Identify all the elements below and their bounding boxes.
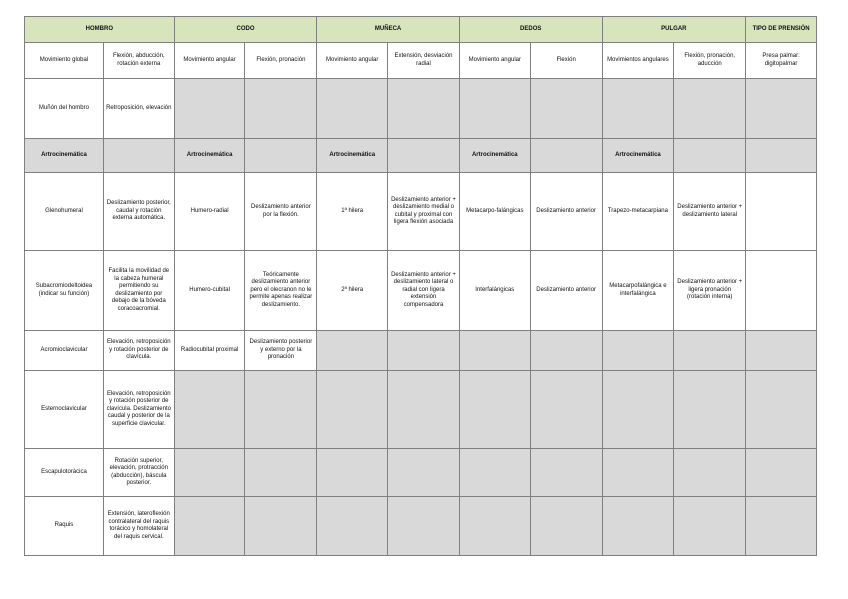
cell-pulgar-label: Movimientos angulares [602, 43, 674, 79]
table-row-esternoclavicular [25, 371, 817, 449]
empty-cell [530, 497, 602, 556]
cell-dedos-metacarpo-value: Deslizamiento anterior [530, 173, 602, 251]
cell-escapulo-label: Escapulotorácica [25, 449, 104, 497]
cell-hombro-label: Movimiento global [25, 43, 104, 79]
empty-cell [459, 497, 530, 556]
empty-cell [245, 139, 317, 173]
empty-cell [602, 449, 674, 497]
cell-codo-humero-cubital-value: Teóricamente deslizamiento anterior pero el olecranon no le permite apenas realizar deslizamiento. [245, 251, 317, 331]
cell-esterno-label: Esternoclavicular [25, 371, 104, 449]
empty-cell [530, 449, 602, 497]
empty-cell [174, 449, 245, 497]
empty-cell [459, 79, 530, 139]
cell-dedos-interfalangicas: Interfalángicas [459, 251, 530, 331]
cell-dedos-label: Movimiento angular [459, 43, 530, 79]
cell-munon-value: Retroposición, elevación [103, 79, 174, 139]
empty-cell [674, 497, 746, 556]
empty-cell [746, 251, 817, 331]
cell-subacro-label: Subacromiodeltoidea (indicar su función) [25, 251, 104, 331]
header-tipo-prension: TIPO DE PRENSIÓN [746, 17, 817, 43]
artro-label-hombro: Artrocinemática [25, 139, 104, 173]
table-row-escapulotoracica [25, 449, 817, 497]
empty-cell [746, 449, 817, 497]
cell-pulgar-metacarpofalangica: Metacarpofalángica e interfalángica [602, 251, 674, 331]
cell-escapulo-value: Rotación superior, elevación, protracción (abducción), báscula posterior. [103, 449, 174, 497]
empty-cell [746, 371, 817, 449]
artro-label-codo: Artrocinemática [174, 139, 245, 173]
header-muneca: MUÑECA [317, 17, 460, 43]
empty-cell [245, 371, 317, 449]
empty-cell [317, 331, 388, 371]
cell-muneca-value: Extensión, desviación radial [388, 43, 460, 79]
empty-cell [174, 497, 245, 556]
empty-cell [388, 449, 460, 497]
articular-table [24, 16, 817, 556]
empty-cell [674, 331, 746, 371]
empty-cell [388, 371, 460, 449]
empty-cell [459, 331, 530, 371]
empty-cell [388, 331, 460, 371]
empty-cell [317, 497, 388, 556]
empty-cell [602, 497, 674, 556]
empty-cell [674, 371, 746, 449]
cell-codo-value: Flexión, pronación [245, 43, 317, 79]
cell-pulgar-trapezo-value: Deslizamiento anterior + deslizamiento lateral [674, 173, 746, 251]
header-row [25, 17, 817, 43]
cell-muneca-hilera-2-value: Deslizamiento anterior + deslizamiento lateral o radial con ligera extensión compensadora [388, 251, 460, 331]
empty-cell [746, 139, 817, 173]
table-row-glenohumeral [25, 173, 817, 251]
header-hombro: HOMBRO [25, 17, 175, 43]
empty-cell [388, 497, 460, 556]
cell-muneca-hilera-1-value: Deslizamiento anterior + deslizamiento medial o cubital y proximal con ligera flexión asociada [388, 173, 460, 251]
cell-pulgar-trapezo: Trapezo-metacarpiana [602, 173, 674, 251]
cell-raquis-label: Raquis [25, 497, 104, 556]
cell-codo-humero-radial: Humero-radial [174, 173, 245, 251]
cell-subacro-value: Facilita la movilidad de la cabeza humeral permitiendo su deslizamiento por debajo de la bóveda coracoacromial. [103, 251, 174, 331]
table-row-subacromiodeltoidea [25, 251, 817, 331]
header-codo: CODO [174, 17, 317, 43]
empty-cell [317, 79, 388, 139]
empty-cell [174, 79, 245, 139]
table-row-acromioclavicular [25, 331, 817, 371]
cell-tipo-value: Presa palmar: digitopalmar [746, 43, 817, 79]
cell-gleno-value: Deslizamiento posterior, caudal y rotación externa automática. [103, 173, 174, 251]
cell-dedos-value: Flexión [530, 43, 602, 79]
empty-cell [103, 139, 174, 173]
empty-cell [388, 79, 460, 139]
empty-cell [674, 139, 746, 173]
cell-munon-label: Muñón del hombro [25, 79, 104, 139]
empty-cell [317, 449, 388, 497]
cell-pulgar-metacarpofalangica-value: Deslizamiento anterior + ligera pronación (rotación interna) [674, 251, 746, 331]
empty-cell [602, 79, 674, 139]
empty-cell [746, 173, 817, 251]
empty-cell [317, 371, 388, 449]
empty-cell [459, 449, 530, 497]
empty-cell [174, 371, 245, 449]
artro-label-pulgar: Artrocinemática [602, 139, 674, 173]
cell-gleno-label: Glenohumeral [25, 173, 104, 251]
table-row-raquis [25, 497, 817, 556]
cell-dedos-interfalangicas-value: Deslizamiento anterior [530, 251, 602, 331]
artro-label-muneca: Artrocinemática [317, 139, 388, 173]
empty-cell [530, 331, 602, 371]
empty-cell [530, 79, 602, 139]
cell-muneca-hilera-2: 2ª hilera [317, 251, 388, 331]
cell-dedos-metacarpo: Metacarpo-falángicas [459, 173, 530, 251]
cell-codo-humero-cubital: Humero-cubital [174, 251, 245, 331]
empty-cell [388, 139, 460, 173]
cell-raquis-value: Extensión, lateroflexión contralateral del raquis torácico y homolateral del raquis cervical. [103, 497, 174, 556]
header-pulgar: PULGAR [602, 17, 746, 43]
cell-acromio-label: Acromioclavicular [25, 331, 104, 371]
table-row-artrocinematica [25, 139, 817, 173]
cell-codo-humero-radial-value: Deslizamiento anterior por la flexión. [245, 173, 317, 251]
empty-cell [459, 371, 530, 449]
cell-pulgar-value: Flexión, pronación, aducción [674, 43, 746, 79]
cell-esterno-value: Elevación, retroposición y rotación posterior de clavícula. Deslizamiento caudal y posterior de la superficie clavicular. [103, 371, 174, 449]
cell-acromio-value: Elevación, retroposición y rotación posterior de clavícula. [103, 331, 174, 371]
empty-cell [746, 79, 817, 139]
empty-cell [245, 449, 317, 497]
empty-cell [245, 79, 317, 139]
empty-cell [746, 497, 817, 556]
cell-muneca-label: Movimiento angular [317, 43, 388, 79]
header-dedos: DEDOS [459, 17, 602, 43]
empty-cell [530, 371, 602, 449]
empty-cell [245, 497, 317, 556]
empty-cell [746, 331, 817, 371]
cell-muneca-hilera-1: 1ª hilera [317, 173, 388, 251]
cell-hombro-value: Flexión, abducción, rotación externa [103, 43, 174, 79]
artro-label-dedos: Artrocinemática [459, 139, 530, 173]
table-row-munon [25, 79, 817, 139]
table-row-movimiento-global [25, 43, 817, 79]
empty-cell [674, 449, 746, 497]
empty-cell [602, 371, 674, 449]
cell-codo-label: Movimiento angular [174, 43, 245, 79]
empty-cell [674, 79, 746, 139]
empty-cell [530, 139, 602, 173]
cell-codo-radiocubital: Radiocubital proximal [174, 331, 245, 371]
empty-cell [602, 331, 674, 371]
cell-codo-radiocubital-value: Deslizamiento posterior y externo por la pronación [245, 331, 317, 371]
